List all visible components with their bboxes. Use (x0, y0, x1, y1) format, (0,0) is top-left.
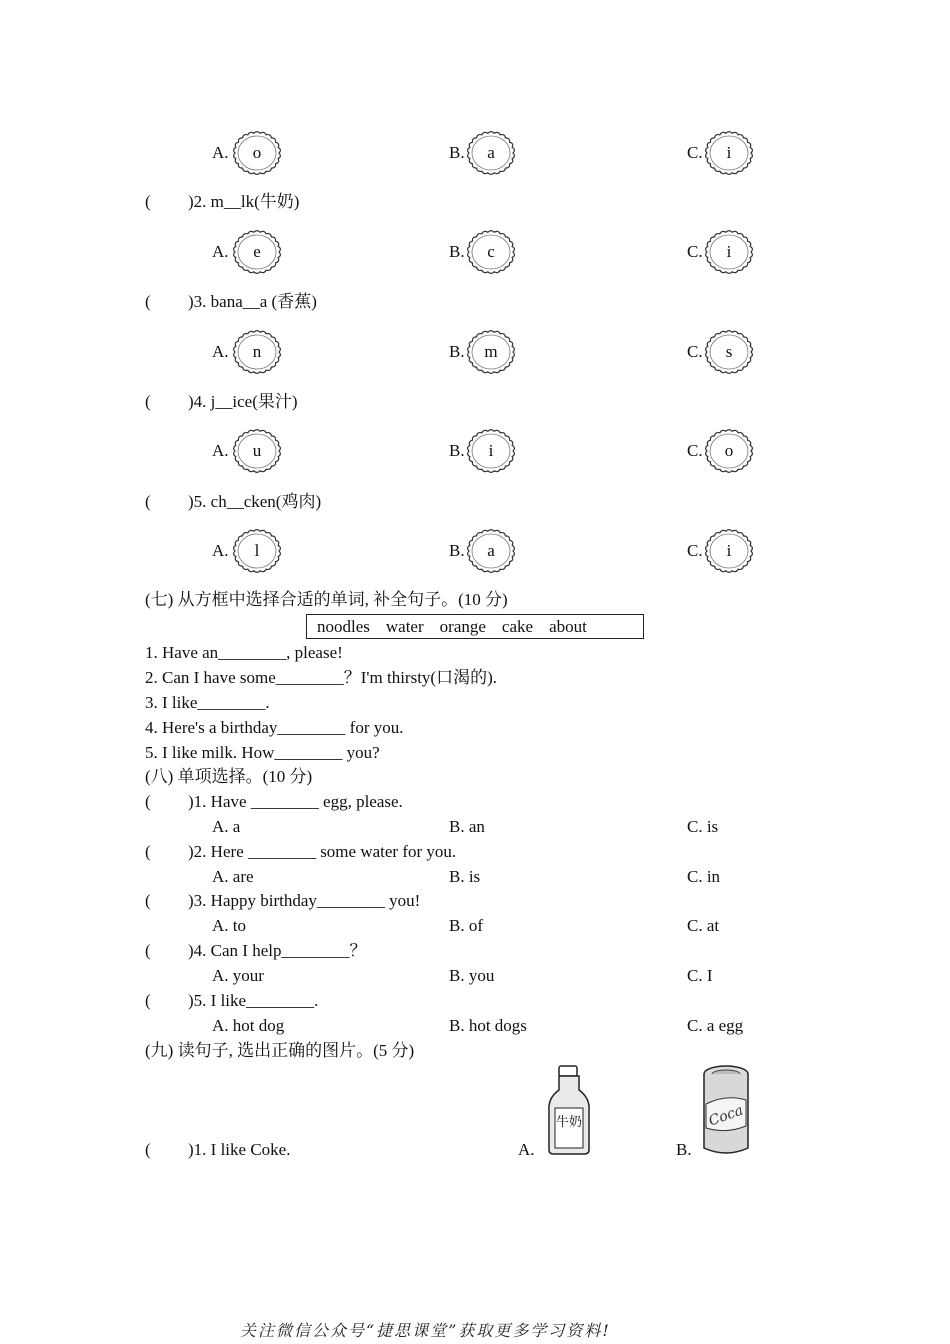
letter-option: a (487, 143, 495, 162)
option-b: B. you (449, 966, 495, 985)
answer-paren: ( (145, 891, 151, 910)
answer-paren: ( (145, 941, 151, 960)
milk-bottle-image (546, 1064, 592, 1156)
word-box-item: about (549, 616, 587, 636)
option-prefix: C. (687, 242, 703, 261)
word-box (306, 614, 644, 639)
answer-paren: ( (145, 392, 151, 411)
letter-option: m (484, 342, 498, 361)
answer-paren: ( (145, 1140, 151, 1159)
option-a: A. to (212, 916, 246, 935)
letter-option: s (725, 342, 733, 361)
letter-option-bubble[interactable] (466, 329, 516, 375)
letter-option-bubble[interactable] (466, 428, 516, 474)
letter-option-bubble[interactable] (232, 528, 282, 574)
option-prefix: C. (687, 143, 703, 162)
option-prefix: B. (449, 541, 465, 560)
question-stem: )3. bana__a (香蕉) (188, 292, 317, 311)
letter-option: e (253, 242, 261, 261)
word-box-item: cake (501, 616, 534, 636)
milk-label-char: 牛奶 (555, 1115, 583, 1130)
letter-option: n (252, 342, 262, 361)
letter-option-bubble[interactable] (232, 229, 282, 275)
section9-title: (九) 读句子, 选出正确的图片。(5 分) (145, 1041, 415, 1060)
answer-paren: ( (145, 292, 151, 311)
footer-note: 关注微信公众号“捷思课堂”获取更多学习资料! (240, 1321, 611, 1340)
letter-option-bubble[interactable] (232, 428, 282, 474)
letter-option-bubble[interactable] (704, 428, 754, 474)
letter-option: i (726, 541, 732, 560)
option-b-label: B. (676, 1140, 692, 1159)
option-b: B. hot dogs (449, 1016, 527, 1035)
option-prefix: B. (449, 143, 465, 162)
option-c: C. in (687, 867, 721, 886)
letter-option: c (487, 242, 495, 261)
letter-option: a (487, 541, 495, 560)
option-prefix: B. (449, 242, 465, 261)
word-box-item: noodles (317, 616, 370, 636)
option-prefix: C. (687, 541, 703, 560)
question-stem: )3. Happy birthday________ you! (188, 891, 421, 910)
option-prefix: A. (212, 242, 229, 261)
option-prefix: A. (212, 441, 229, 460)
option-prefix: B. (449, 441, 465, 460)
letter-option-bubble[interactable] (232, 130, 282, 176)
letter-option: l (254, 541, 260, 560)
option-prefix: A. (212, 541, 229, 560)
option-a: A. a (212, 817, 241, 836)
letter-option: i (488, 441, 494, 460)
option-a: A. your (212, 966, 264, 985)
question-stem: )4. j__ice(果汁) (188, 392, 298, 411)
answer-paren: ( (145, 492, 151, 511)
letter-option-bubble[interactable] (704, 130, 754, 176)
question-stem: )1. I like Coke. (188, 1140, 291, 1159)
section7-title: (七) 从方框中选择合适的单词, 补全句子。(10 分) (145, 590, 508, 609)
question-stem: )4. Can I help________？ (188, 941, 367, 960)
letter-option: i (726, 242, 732, 261)
option-b: B. an (449, 817, 485, 836)
answer-paren: ( (145, 842, 151, 861)
fill-sentence-1: 1. Have an________, please! (145, 643, 343, 662)
option-a: A. are (212, 867, 254, 886)
question-stem: )2. m__lk(牛奶) (188, 192, 300, 211)
can-label: Coca (706, 1102, 746, 1130)
letter-option: o (252, 143, 262, 162)
option-prefix: C. (687, 441, 703, 460)
question-stem: )2. Here ________ some water for you. (188, 842, 457, 861)
fill-sentence-4: 4. Here's a birthday________ for you. (145, 718, 404, 737)
letter-option-bubble[interactable] (704, 528, 754, 574)
option-c: C. at (687, 916, 720, 935)
option-prefix: A. (212, 143, 229, 162)
question-stem: )5. ch__cken(鸡肉) (188, 492, 322, 511)
option-b: B. is (449, 867, 481, 886)
letter-option: u (252, 441, 262, 460)
fill-sentence-3: 3. I like________. (145, 693, 270, 712)
option-b: B. of (449, 916, 483, 935)
option-c: C. I (687, 966, 713, 985)
letter-option: i (726, 143, 732, 162)
letter-option-bubble[interactable] (466, 130, 516, 176)
option-a-label: A. (518, 1140, 535, 1159)
letter-option-bubble[interactable] (232, 329, 282, 375)
word-box-item: water (385, 616, 424, 636)
letter-option-bubble[interactable] (704, 329, 754, 375)
fill-sentence-2: 2. Can I have some________？I'm thirsty(口渴的). (145, 668, 497, 687)
question-stem: )5. I like________. (188, 991, 319, 1010)
option-c: C. a egg (687, 1016, 744, 1035)
question-stem: )1. Have ________ egg, please. (188, 792, 403, 811)
option-prefix: A. (212, 342, 229, 361)
option-prefix: C. (687, 342, 703, 361)
answer-paren: ( (145, 991, 151, 1010)
coke-can-image (700, 1064, 752, 1156)
section8-title: (八) 单项选择。(10 分) (145, 767, 313, 786)
letter-option: o (724, 441, 734, 460)
word-box-item: orange (439, 616, 486, 636)
option-c: C. is (687, 817, 719, 836)
fill-sentence-5: 5. I like milk. How________ you? (145, 743, 380, 762)
letter-option-bubble[interactable] (704, 229, 754, 275)
answer-paren: ( (145, 192, 151, 211)
option-a: A. hot dog (212, 1016, 285, 1035)
letter-option-bubble[interactable] (466, 229, 516, 275)
answer-paren: ( (145, 792, 151, 811)
option-prefix: B. (449, 342, 465, 361)
letter-option-bubble[interactable] (466, 528, 516, 574)
